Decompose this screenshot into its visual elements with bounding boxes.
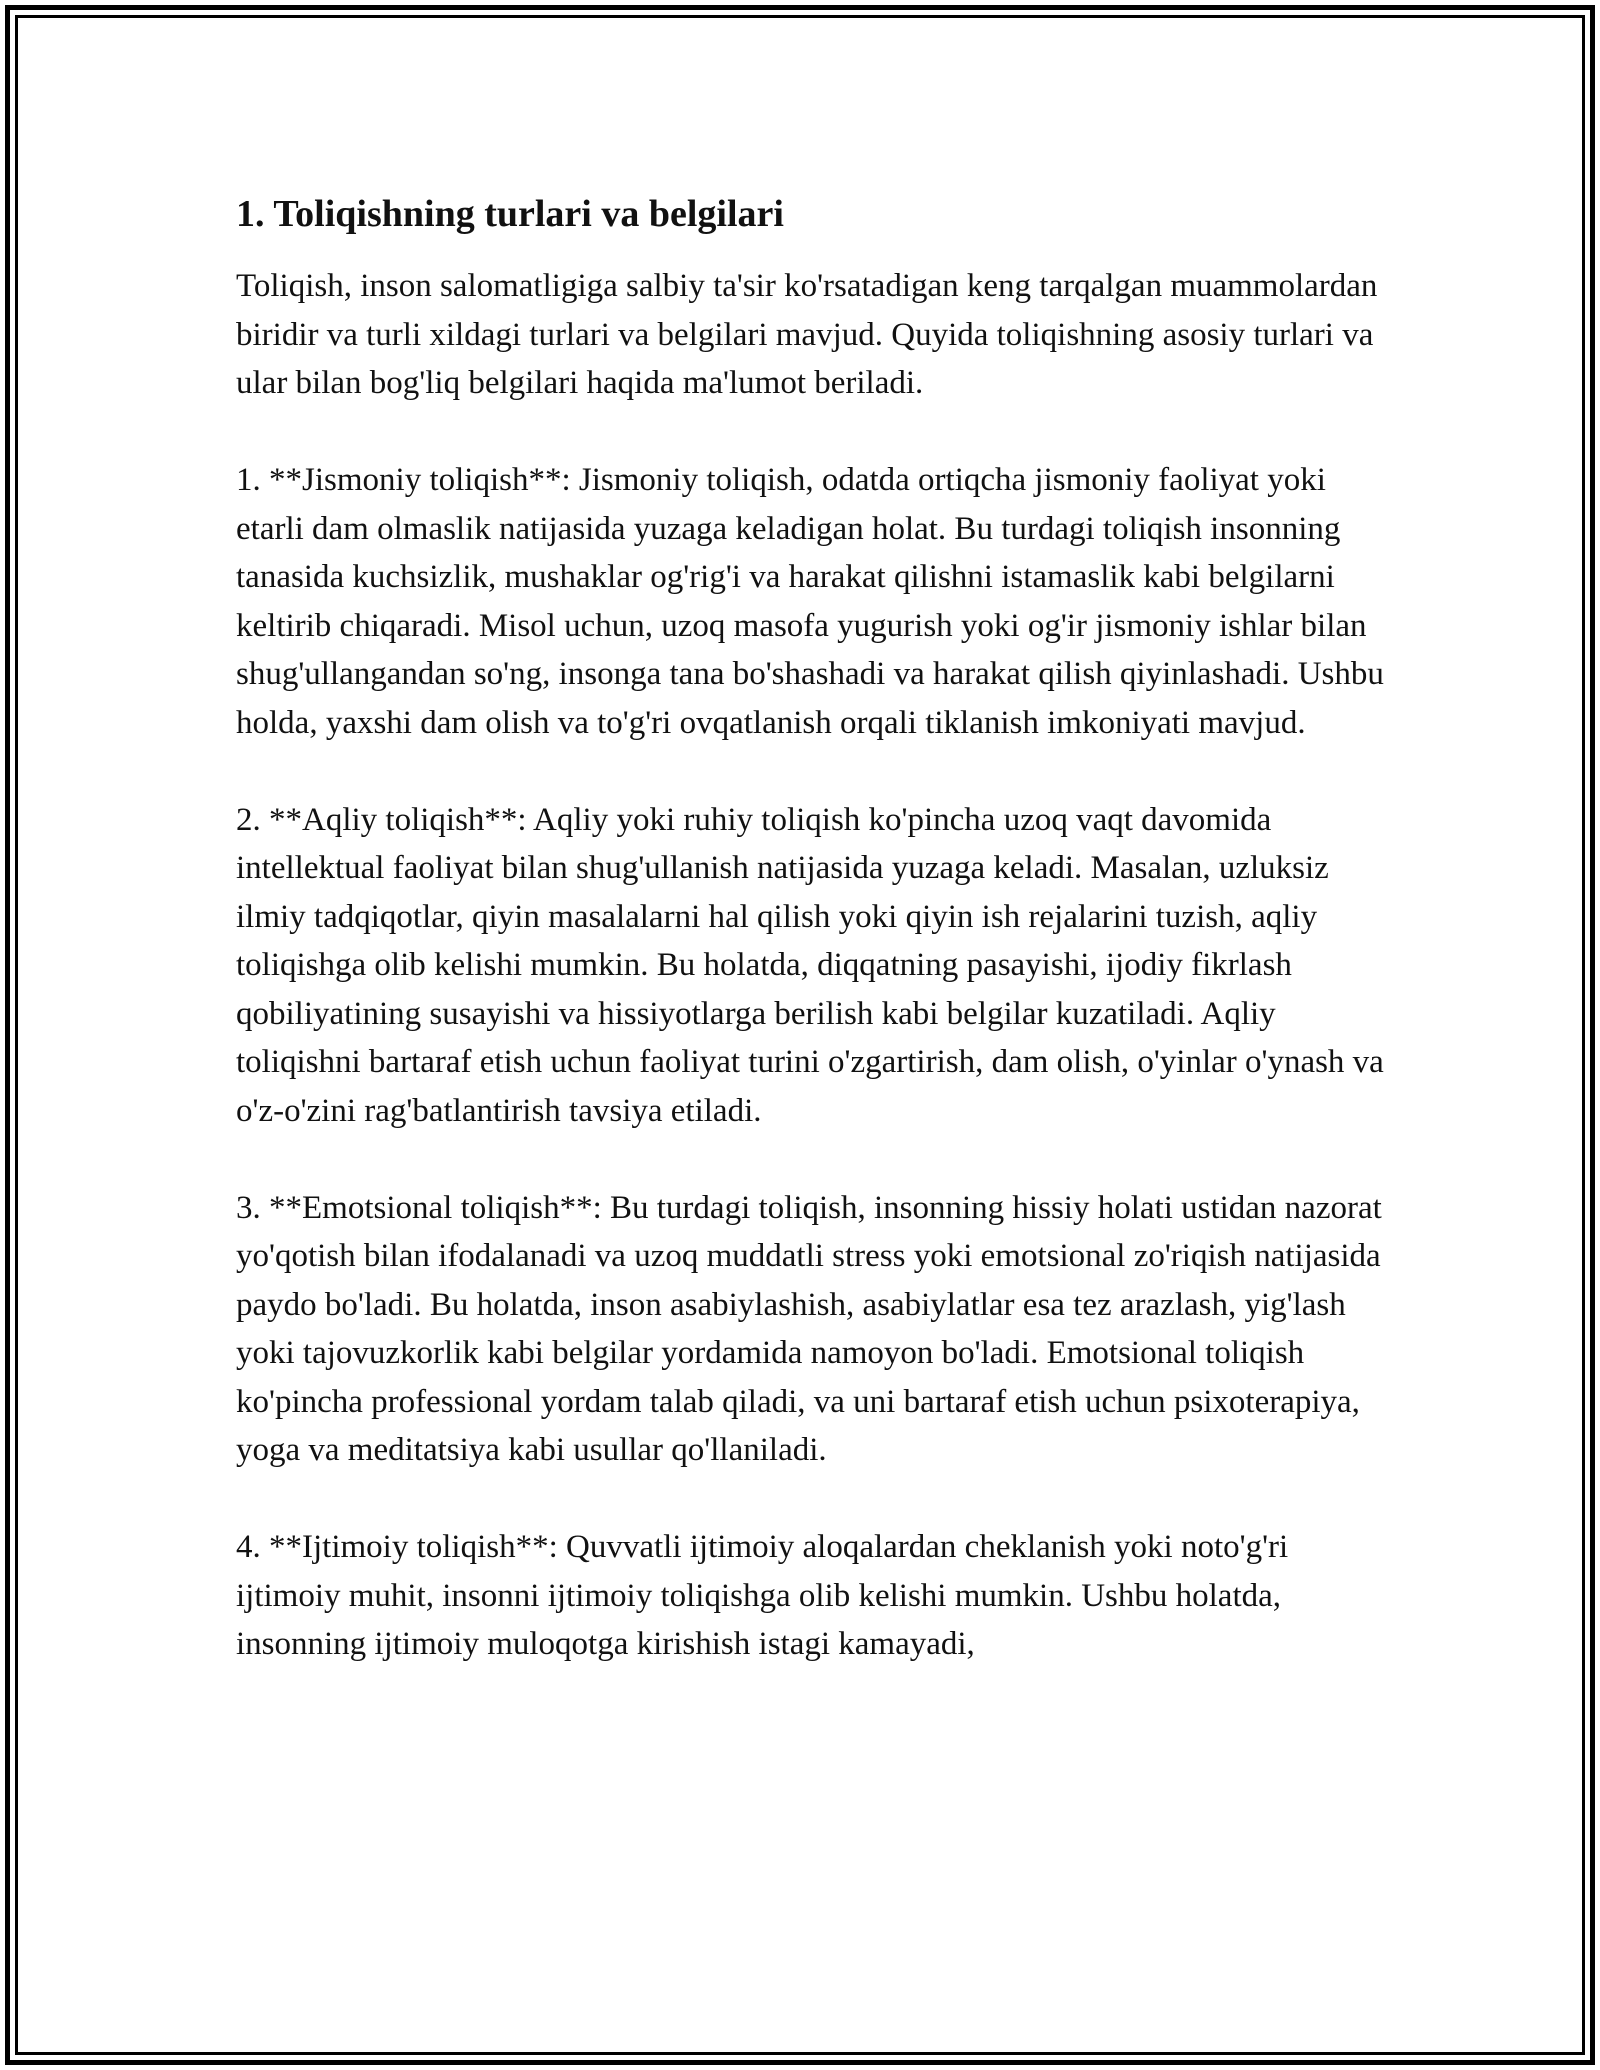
paragraph-social-fatigue: 4. **Ijtimoiy toliqish**: Quvvatli ijtimoiy aloqalardan cheklanish yoki noto'g'ri ijtimoiy muhit, insonni ijtimoiy toliqishga olib kelishi mumkin. Ushbu holatda, insonning ijtimoiy muloqotga kirishish istagi kamayadi, [236, 1529, 1289, 1662]
paragraph-mental-fatigue: 2. **Aqliy toliqish**: Aqliy yoki ruhiy toliqish ko'pincha uzoq vaqt davomida intellektual faoliyat bilan shug'ullanish natijasida yuzaga keladi. Masalan, uzluksiz ilmiy tadqiqotlar, qiyin masalalarni hal qilish yoki qiyin ish rejalarini tuzish, aqliy toliqishga olib kelishi mumkin. Bu holatda, diqqatning pasayishi, ijodiy fikrlash qobiliyatining susayishi va hissiyotlarga berilish kabi belgilar kuzatiladi. Aqliy toliqishni bartaraf etish uchun faoliyat turini o'zgartirish, dam olish, o'yinlar o'ynash va o'z-o'zini rag'batlantirish tavsiya etiladi. [236, 801, 1384, 1129]
section-heading: 1. Toliqishning turlari va belgilari [236, 193, 784, 235]
paragraph-emotional-fatigue: 3. **Emotsional toliqish**: Bu turdagi toliqish, insonning hissiy holati ustidan nazorat yo'qotish bilan ifodalanadi va uzoq muddatli stress yoki emotsional zo'riqish natijasida paydo bo'ladi. Bu holatda, inson asabiylashish, asabiylatlar esa tez arazlash, yig'lash yoki tajovuzkorlik kabi belgilar yordamida namoyon bo'ladi. Emotsional toliqish ko'pincha professional yordam talab qiladi, va uni bartaraf etish uchun psixoterapiya, yoga va meditatsiya kabi usullar qo'llaniladi. [236, 1189, 1382, 1468]
document-body [236, 186, 1386, 1717]
paragraph-physical-fatigue: 1. **Jismoniy toliqish**: Jismoniy toliqish, odatda ortiqcha jismoniy faoliyat yoki etarli dam olmaslik natijasida yuzaga keladigan holat. Bu turdagi toliqish insonning tanasida kuchsizlik, mushaklar og'rig'i va harakat qilishni istamaslik kabi belgilarni keltirib chiqaradi. Misol uchun, uzoq masofa yugurish yoki og'ir jismoniy ishlar bilan shug'ullangandan so'ng, insonga tana bo'shashadi va harakat qilish qiyinlashadi. Ushbu holda, yaxshi dam olish va to'g'ri ovqatlanish orqali tiklanish imkoniyati mavjud. [236, 462, 1384, 741]
intro-paragraph: Toliqish, inson salomatligiga salbiy ta'sir ko'rsatadigan keng tarqalgan muammolardan biridir va turli xildagi turlari va belgilari mavjud. Quyida toliqishning asosiy turlari va ular bilan bog'liq belgilari haqida ma'lumot beriladi. [236, 268, 1378, 401]
